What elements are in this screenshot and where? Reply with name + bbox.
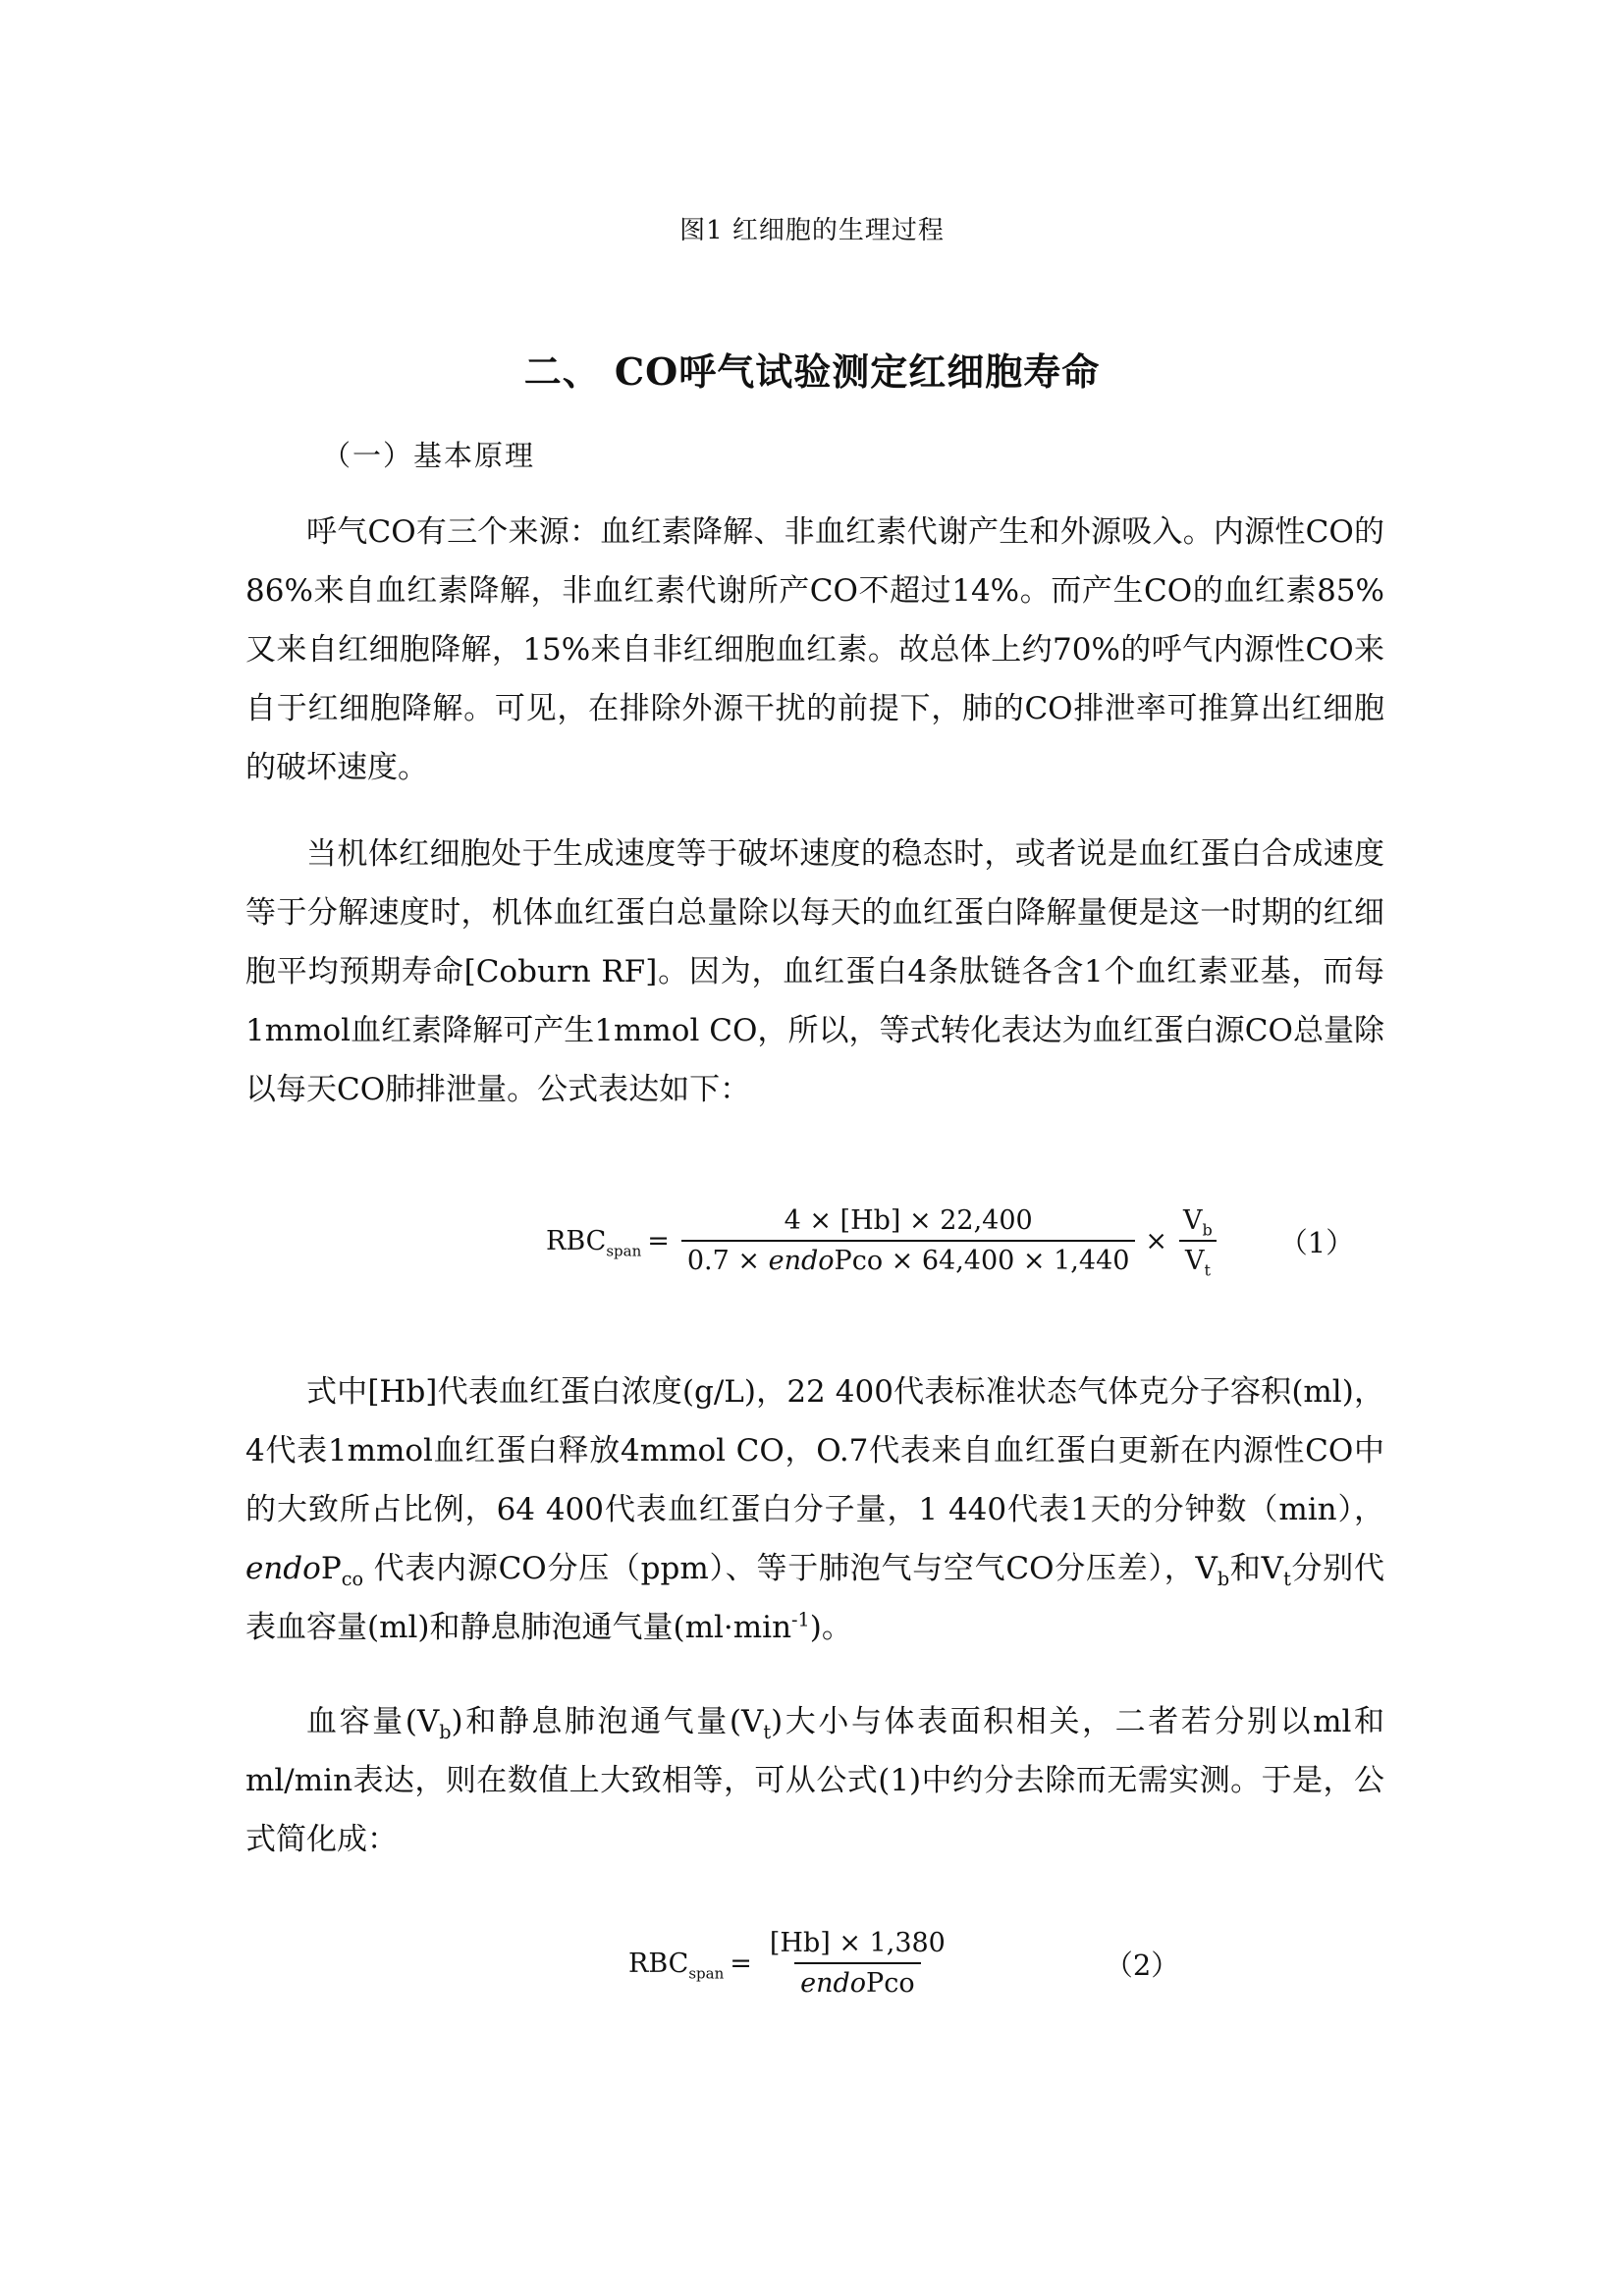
formula-2-lhs: $RBC_{span}$ <box>628 1948 725 1982</box>
formula-1-number: （1） <box>1278 1225 1355 1259</box>
formula-2-denominator: endoPco <box>794 1962 920 1999</box>
formula-1-denominator: 0.7 × endoPco × 64,400 × 1,440 <box>681 1240 1136 1276</box>
formula-2-fraction <box>764 1928 951 1999</box>
formula-2 <box>628 1928 1179 1999</box>
formula-2-equals: = <box>730 1948 752 1979</box>
subheading: （一）基本原理 <box>322 439 536 472</box>
formula-1-numerator: 4 × [Hb] × 22,400 <box>784 1205 1033 1236</box>
formula-1-times: × <box>1145 1225 1168 1256</box>
figure-caption: 图1 红细胞的生理过程 <box>679 216 945 245</box>
formula-2-number: （2） <box>1104 1948 1180 1982</box>
formula-1-volume-fraction <box>1177 1205 1218 1280</box>
paragraph-3: 式中[Hb]代表血红蛋白浓度(g/L)，22 400代表标准状态气体克分子容积(ml)，4代表1mmol血红蛋白释放4mmol CO，O.7代表来自血红蛋白更新在内源性CO中的大致所占比例，64 400代表血红蛋白分子量，1 440代表1天的分钟数（min），endoP$_{co}$ 代表内源CO分压（ppm）、等于肺泡气与空气CO分压差），$V_b$和$V_t$分别代表血容量(ml)和静息肺泡通气量$(ml\cdot\min^{-1})$。 <box>245 1374 1385 1645</box>
section-title: 二、 CO呼气试验测定红细胞寿命 <box>523 349 1101 394</box>
formula-1 <box>546 1205 1355 1280</box>
formula-1-main-fraction <box>681 1205 1136 1276</box>
formula-1-lhs: $RBC_{span}$ <box>546 1225 642 1259</box>
paragraph-2: 当机体红细胞处于生成速度等于破坏速度的稳态时，或者说是血红蛋白合成速度等于分解速度时，机体血红蛋白总量除以每天的血红蛋白降解量便是这一时期的红细胞平均预期寿命[Coburn RF]。因为，血红蛋白4条肽链各含1个血红素亚基，而每1mmol血红素降解可产生1mmol CO，所以，等式转化表达为血红蛋白源CO总量除以每天CO肺排泄量。公式表达如下： <box>245 836 1384 1107</box>
formula-1-vt: $V_t$ <box>1179 1240 1217 1276</box>
formula-2-numerator: [Hb] × 1,380 <box>769 1928 946 1958</box>
paragraph-4: 血容量$(V_b)$和静息肺泡通气量$(V_t)$大小与体表面积相关，二者若分别以ml和ml/min表达，则在数值上大致相等，可从公式(1)中约分去除而无需实测。于是，公式简化成： <box>245 1704 1385 1857</box>
formula-1-equals: = <box>647 1225 670 1256</box>
formula-1-vb: $V_b$ <box>1183 1205 1213 1240</box>
paragraph-1: 呼气CO有三个来源：血红素降解、非血红素代谢产生和外源吸入。内源性CO的86%来自血红素降解，非血红素代谢所产CO不超过14%。而产生CO的血红素85%又来自红细胞降解，15%来自非红细胞血红素。故总体上约70%的呼气内源性CO来自于红细胞降解。可见，在排除外源干扰的前提下，肺的CO排泄率可推算出红细胞的破坏速度。 <box>245 514 1384 785</box>
